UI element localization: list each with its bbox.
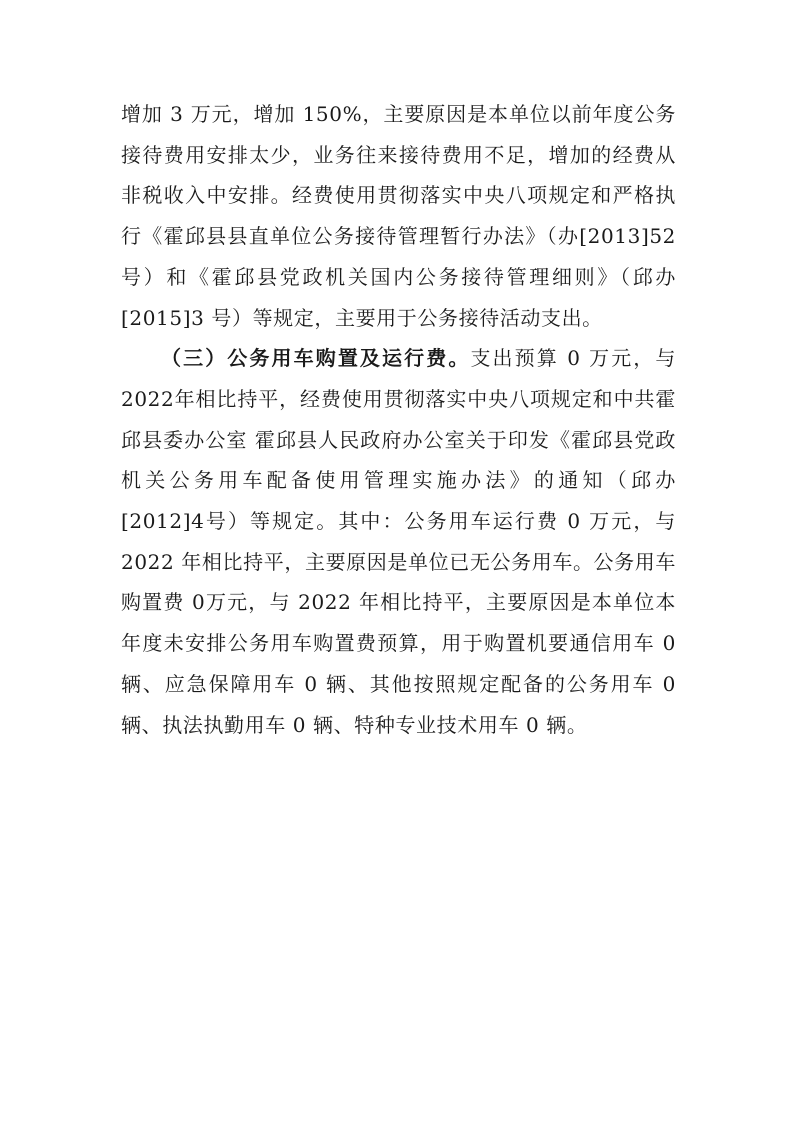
section-3-body: 支出预算 0 万元，与 2022年相比持平，经费使用贯彻落实中央八项规定和中共霍邱县委办公室 霍邱县人民政府办公室关于印发《霍邱县党政机关公务用车配备使用管理实施办法》的通知（邱办[2012]4号）等规定。其中：公务用车运行费 0 万元，与 2022 年相比持平，主要原因是单位已无公务用车。公务用车购置费 0万元，与 2022 年相比持平，主要原因是本单位本年度未安排公务用车购置费预算，用于购置机要通信用车 0 辆、应急保障用车 0 辆、其他按照规定配备的公务用车 0 辆、执法执勤用车 0 辆、特种专业技术用车 0 辆。 [121, 346, 676, 737]
section-3-paragraph [121, 338, 676, 745]
document-body [121, 94, 676, 745]
paragraph-continued: 增加 3 万元，增加 150%，主要原因是本单位以前年度公务接待费用安排太少，业务往来接待费用不足，增加的经费从非税收入中安排。经费使用贯彻落实中央八项规定和严格执行《霍邱县县直单位公务接待管理暂行办法》（办[2013]52号）和《霍邱县党政机关国内公务接待管理细则》（邱办[2015]3 号）等规定，主要用于公务接待活动支出。 [121, 102, 676, 330]
section-3-heading: （三）公务用车购置及运行费。 [161, 346, 471, 371]
